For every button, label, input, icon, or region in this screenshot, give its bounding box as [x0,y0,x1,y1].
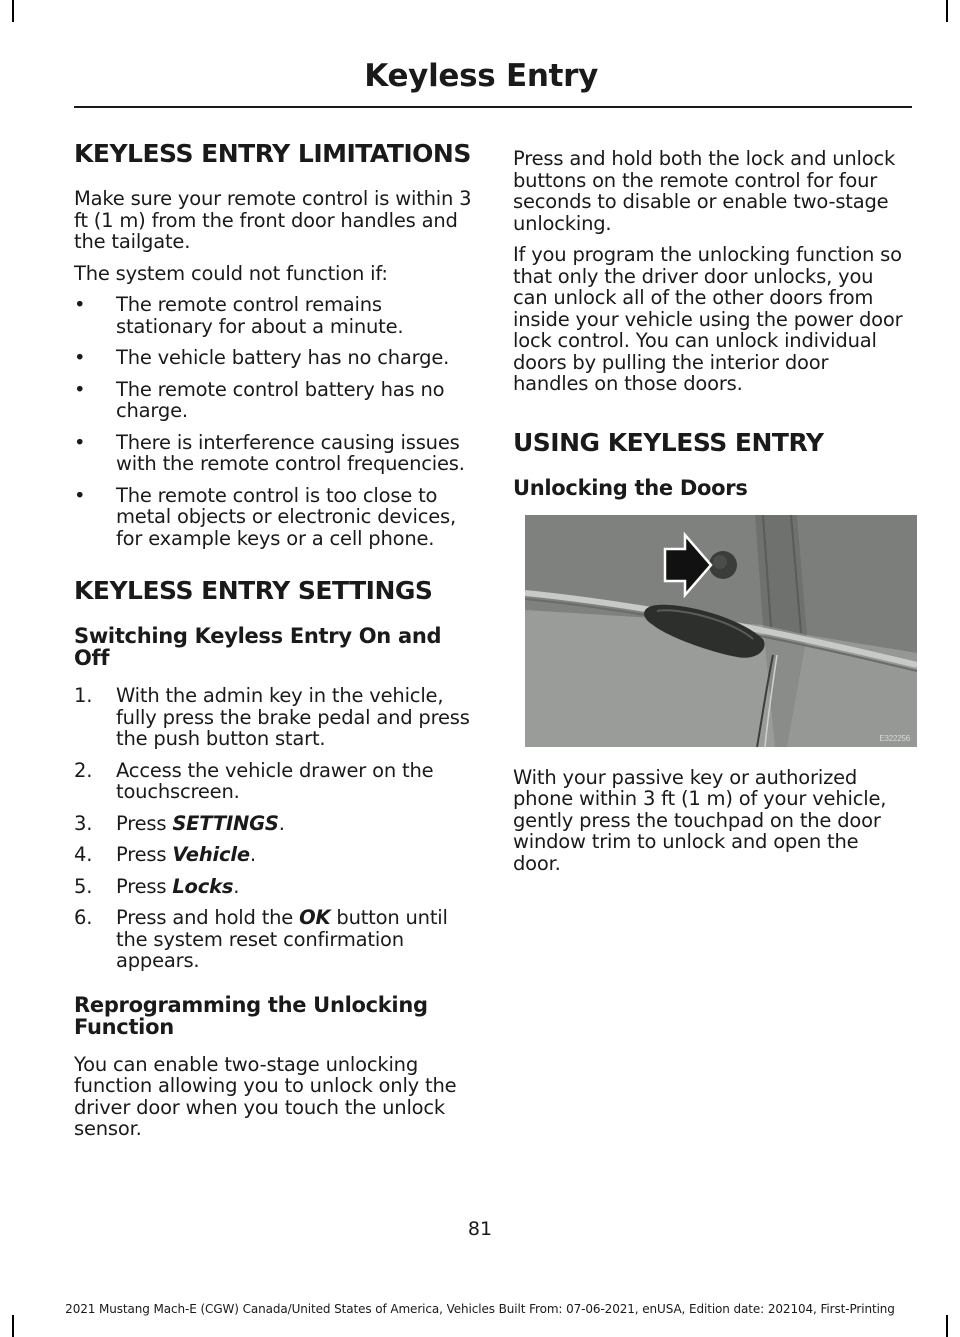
list-item [74,485,476,550]
step-number: 1. [74,684,93,707]
step-text: With the admin key in the vehicle, fully press the brake pedal and press the push button start. [116,684,470,750]
step-text-post: . [233,874,240,898]
list-item-text: There is interference causing issues with the remote control frequencies. [116,430,465,475]
step-text-post: . [249,843,256,866]
bullet-marker: • [74,483,86,507]
step-item [74,685,476,750]
step-item [74,876,476,898]
crop-mark [946,0,948,22]
list-item-text: The remote control is too close to metal objects or electronic devices, for example keys or a cell phone. [116,483,457,550]
unlocking-heading: Unlocking the Doors [513,475,748,500]
reprogramming-paragraph: You can enable two-stage unlocking function allowing you to unlock only the driver door when you touch the unlock sensor. [74,1052,457,1140]
unlocking-body: With your passive key or authorized phone within 3 ft (1 m) of your vehicle, gently press the touchpad on the door window trim to unlock and open the door. [513,765,887,875]
list-item [74,379,476,422]
reprogramming-paragraph: If you program the unlocking function so that only the driver door unlocks, you can unlock all of the other doors from inside your vehicle using the power door lock control. You can unlock individual doors by pulling the interior door handles on those doors. [513,243,903,395]
step-item [74,813,476,835]
door-touchpad-illustration [525,515,917,747]
reprogramming-heading: Reprogramming the Unlocking Function [74,992,428,1039]
step-number: 5. [74,874,93,898]
list-item [74,294,476,337]
limitations-lead: The system could not function if: [74,261,388,285]
bullet-marker: • [74,346,86,369]
step-item [74,760,476,803]
crop-mark [12,0,14,22]
step-item [74,844,476,866]
footer-text: 2021 Mustang Mach-E (CGW) Canada/United States of America, Vehicles Built From: 07-06-2021, enUSA, Edition date: 202104, First-Printing [65,1302,895,1316]
vehicle-menu-label: Vehicle [172,843,250,866]
bullet-marker: • [74,430,86,454]
step-text-post: button until the system reset confirmation appears. [116,906,448,972]
step-item [74,907,476,972]
reprogramming-paragraph: Press and hold both the lock and unlock buttons on the remote control for four seconds to disable or enable two-stage unlocking. [513,147,896,235]
step-number: 6. [74,906,93,929]
ok-button-label: OK [299,906,331,929]
left-column [74,140,476,1150]
page-title: Keyless Entry [364,58,598,94]
page-number: 81 [467,1218,493,1240]
step-text-pre: Press [116,874,173,898]
using-heading: USING KEYLESS ENTRY [513,427,824,457]
bullet-marker: • [74,293,86,316]
step-text-pre: Press [116,843,173,866]
locks-menu-label: Locks [172,874,234,898]
limitations-list [74,294,476,549]
crop-mark [12,1315,14,1337]
list-item-text: The remote control remains stationary for about a minute. [116,293,404,338]
list-item-text: The vehicle battery has no charge. [116,346,450,369]
bullet-marker: • [74,377,86,401]
image-code: E322256 [879,733,910,743]
list-item-text: The remote control battery has no charge. [116,377,445,422]
settings-menu-label: SETTINGS [172,811,279,835]
step-number: 2. [74,758,93,782]
right-column [513,148,909,884]
header-divider [74,106,912,108]
step-text-post: . [278,811,285,835]
step-text: Access the vehicle drawer on the touchscreen. [116,758,434,803]
list-item [74,347,476,369]
crop-mark [946,1315,948,1337]
step-text-pre: Press [116,811,173,835]
step-text-pre: Press and hold the [116,906,300,929]
list-item [74,432,476,475]
step-number: 4. [74,843,93,866]
step-number: 3. [74,811,93,835]
switching-heading: Switching Keyless Entry On and Off [74,624,442,670]
limitations-heading: KEYLESS ENTRY LIMITATIONS [74,139,471,168]
settings-heading: KEYLESS ENTRY SETTINGS [74,576,433,605]
switching-steps [74,685,476,972]
limitations-intro: Make sure your remote control is within 3 ft (1 m) from the front door handles and the tailgate. [74,187,472,253]
